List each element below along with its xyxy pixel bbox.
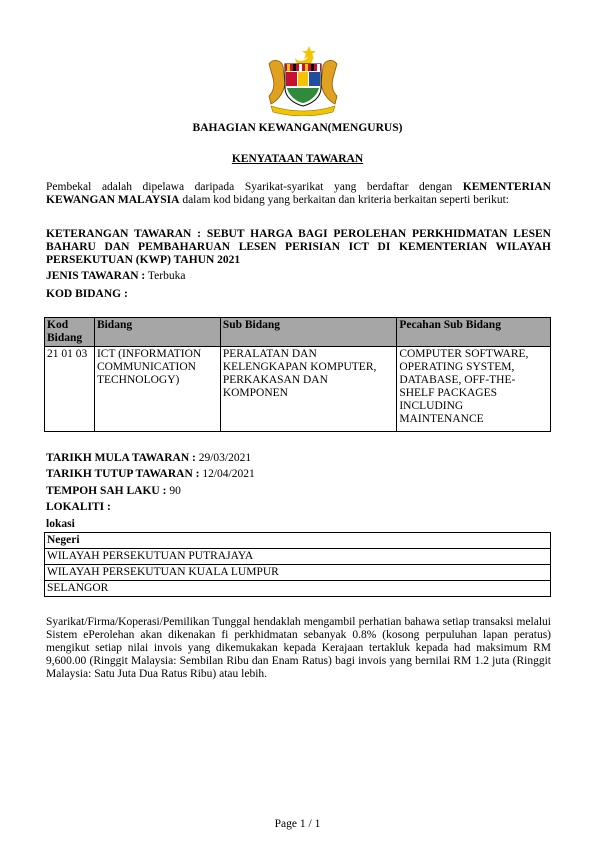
sub-field-breakdown-cell: COMPUTER SOFTWARE, OPERATING SYSTEM, DATABASE, OFF-THE-SHELF PACKAGES INCLUDING MAINTENANCE	[397, 347, 551, 432]
field-table-header: Bidang	[94, 318, 220, 347]
table-row	[45, 549, 551, 565]
field-table-header-row	[45, 318, 551, 347]
table-row	[45, 565, 551, 581]
intro-paragraph	[46, 181, 551, 207]
location-table-header: Negeri	[45, 533, 551, 549]
start-date-value: 29/03/2021	[195, 452, 252, 464]
end-date-label: TARIKH TUTUP TAWARAN :	[46, 468, 200, 480]
field-table-header: Sub Bidang	[220, 318, 397, 347]
locality-label: LOKALITI :	[46, 501, 111, 513]
field-table-header: Pecahan Sub Bidang	[397, 318, 551, 347]
page-number: Page 1 / 1	[274, 818, 321, 830]
location-cell: WILAYAH PERSEKUTUAN PUTRAJAYA	[45, 549, 551, 565]
field-table	[44, 317, 551, 432]
offer-type	[46, 270, 551, 283]
offer-type-label: JENIS TAWARAN :	[46, 270, 146, 282]
document-title-wrap	[0, 153, 595, 166]
intro-text-after: dalam kod bidang yang berkaitan dan kriteria berkaitan seperti berikut:	[179, 194, 509, 206]
department-title: BAHAGIAN KEWANGAN(MENGURUS)	[192, 122, 403, 134]
notice-paragraph: Syarikat/Firma/Koperasi/Pemilikan Tunggal hendaklah mengambil perhatian bahawa setiap transaksi melalui Sistem ePerolehan akan dikenakan fi perkhidmatan sebanyak 0.8% (kosong perpuluhan lapan peratus) mengikut setiap nilai invois yang dikemukakan kepada Kerajaan tertakluk kepada had maksimum RM 9,600.00 (Ringgit Malaysia: Sembilan Ribu dan Enam Ratus) bagi invois yang bernilai RM 1.2 juta (Ringgit Malaysia: Satu Juta Dua Ratus Ribu) atau lebih.	[46, 616, 551, 680]
location-label: lokasi	[46, 518, 75, 530]
validity-period	[46, 485, 551, 498]
table-row	[45, 581, 551, 597]
table-row	[45, 533, 551, 549]
coat-of-arms-crest-icon	[263, 44, 343, 116]
document-title: KENYATAAN TAWARAN	[231, 153, 364, 165]
location-cell: WILAYAH PERSEKUTUAN KUALA LUMPUR	[45, 565, 551, 581]
field-table-header: Kod Bidang	[45, 318, 95, 347]
sub-field-cell: PERALATAN DAN KELENGKAPAN KOMPUTER, PERKAKASAN DAN KOMPONEN	[220, 347, 397, 432]
offer-type-value: Terbuka	[145, 270, 186, 282]
end-date-value: 12/04/2021	[199, 468, 255, 480]
offer-description: KETERANGAN TAWARAN : SEBUT HARGA BAGI PEROLEHAN PERKHIDMATAN LESEN BAHARU DAN PEMBAHARUAN LESEN PERISIAN ICT DI KEMENTERIAN WILAYAH PERSEKUTUAN (KWP) TAHUN 2021	[46, 228, 551, 266]
validity-label: TEMPOH SAH LAKU :	[46, 485, 167, 497]
validity-value: 90	[166, 485, 181, 497]
start-date	[46, 452, 551, 465]
field-code-label: KOD BIDANG :	[46, 288, 128, 300]
ministry-name: KEMENTERIAN KEWANGAN MALAYSIA	[46, 181, 551, 206]
end-date	[46, 468, 551, 481]
start-date-label: TARIKH MULA TAWARAN :	[46, 452, 196, 464]
location-table	[44, 532, 551, 597]
table-row	[45, 347, 551, 432]
field-code-cell: 21 01 03	[45, 347, 95, 432]
location-cell: SELANGOR	[45, 581, 551, 597]
field-cell: ICT (INFORMATION COMMUNICATION TECHNOLOGY)	[94, 347, 220, 432]
intro-text-before: Pembekal adalah dipelawa daripada Syarikat-syarikat yang berdaftar dengan	[46, 181, 463, 193]
